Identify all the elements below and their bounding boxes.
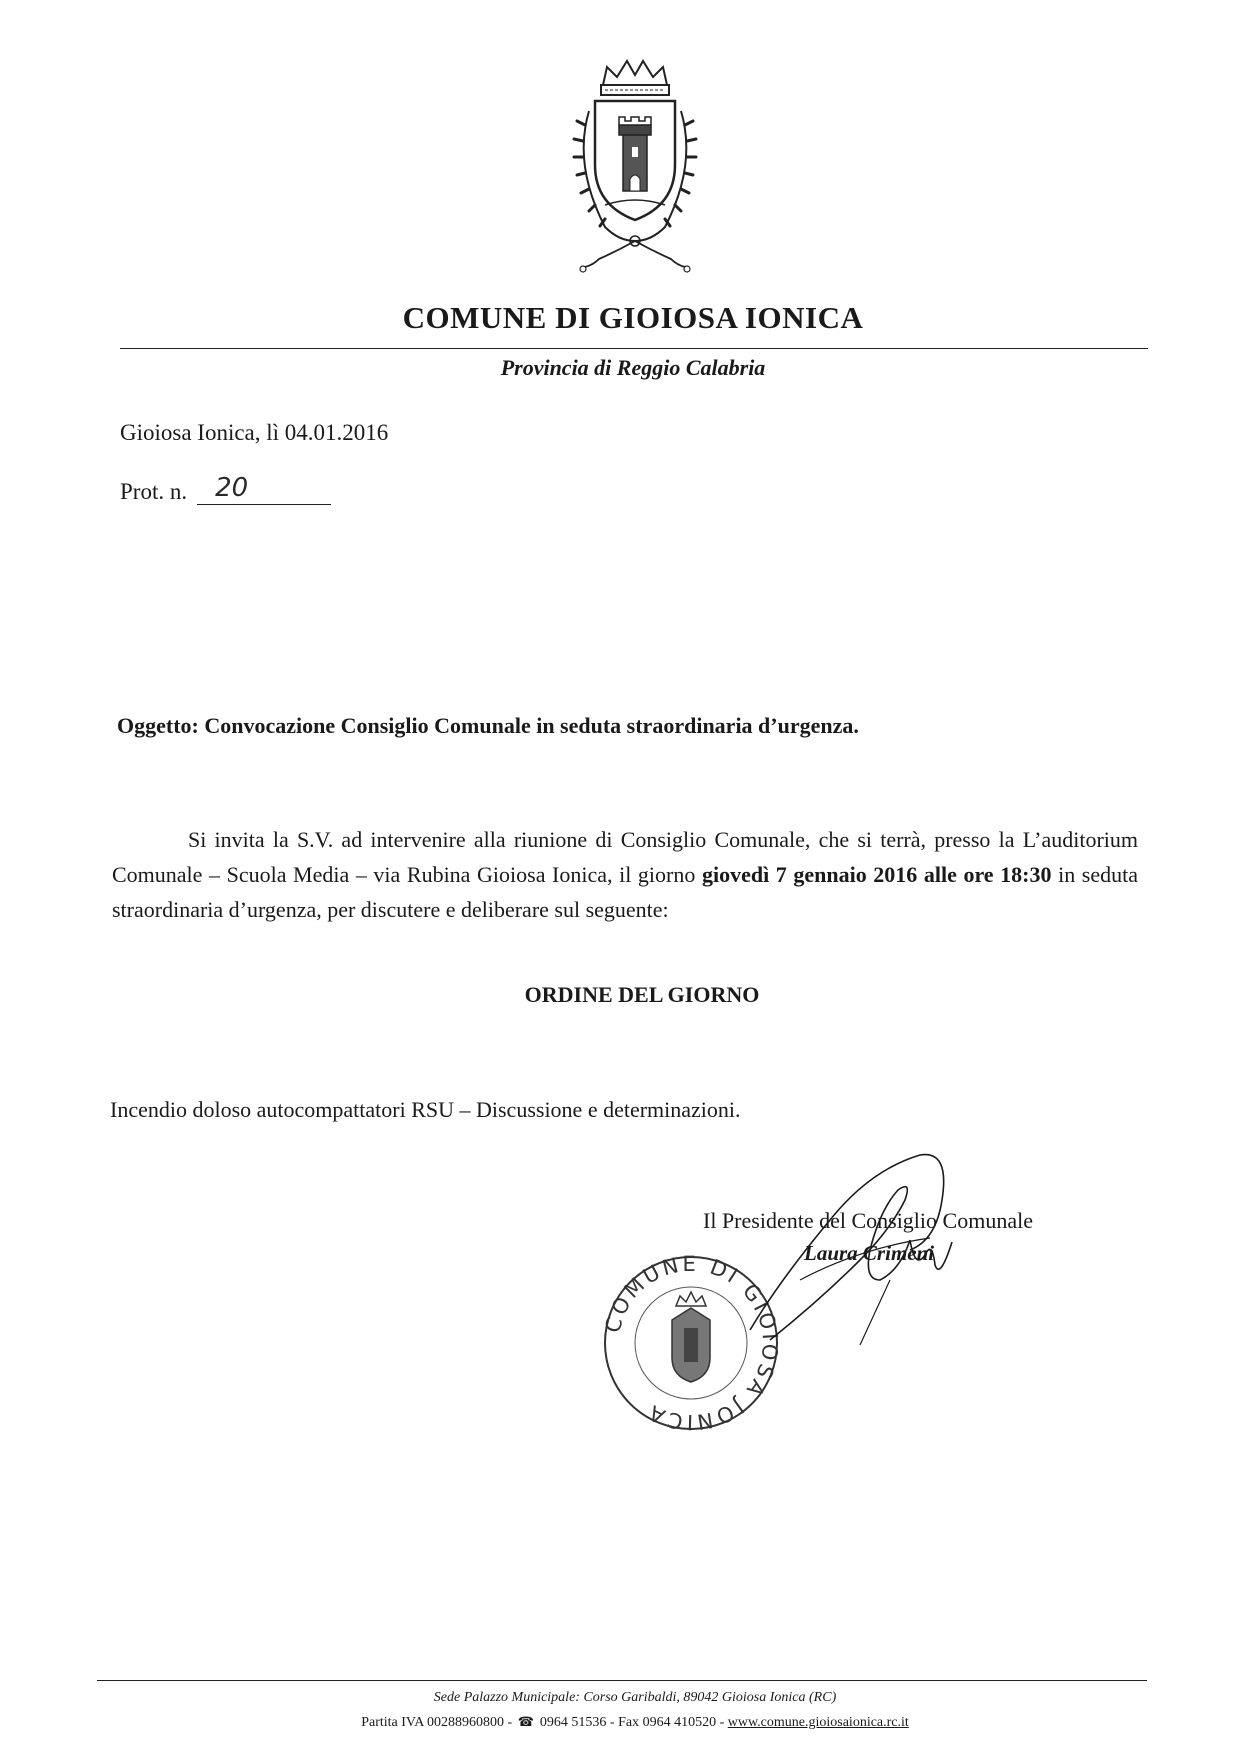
protocol-label: Prot. n. [120,479,188,504]
subject-line: Oggetto: Convocazione Consiglio Comunale in seduta straordinaria d’urgenza. [117,713,859,738]
agenda-heading: ORDINE DEL GIORNO [524,982,760,1007]
municipal-seal-stamp-icon [596,1248,786,1438]
signatory-role: Il Presidente del Consiglio Comunale [703,1208,1033,1233]
telephone-icon: ☎ [517,1715,534,1730]
agenda-item: Incendio doloso autocompattatori RSU – Discussione e determinazioni. [110,1097,741,1122]
footer-phone-fax: 0964 51536 - Fax 0964 410520 - [539,1715,728,1730]
footer-website-link[interactable]: www.comune.gioiosaionica.rc.it [727,1715,909,1730]
convocation-intro: Si invita la S.V. ad intervenire alla riunione di Consiglio Comunale, che si terrà, presso la L’auditorium Comunale – Scuola Media – via Rubina Gioiosa Ionica, il giorno [112,827,1138,887]
header-divider [120,348,1148,349]
footer-vat: Partita IVA 00288960800 - [361,1715,516,1730]
municipality-name: COMUNE DI GIOIOSA IONICA [402,300,864,335]
place-and-date: Gioiosa Ionica, lì 04.01.2016 [120,420,389,445]
footer-address: Sede Palazzo Municipale: Corso Garibaldi, 89042 Gioiosa Ionica (RC) [433,1690,837,1705]
signatory-name: Laura Crimeni [804,1241,935,1265]
seal-text: COMUNE DI GIOIOSA JONICA [600,1251,783,1435]
convocation-outro: in seduta straordinaria d’urgenza, per discutere e deliberare sul seguente: [112,862,1138,922]
protocol-number-handwritten: 20 [215,473,249,503]
footer-contacts [0,1715,1240,1731]
meeting-date-time: giovedì 7 gennaio 2016 alle ore 18:30 [701,862,1052,887]
province-name: Provincia di Reggio Calabria [500,355,766,380]
footer-divider [97,1680,1147,1681]
protocol-number-field [120,473,331,505]
protocol-number-line [197,473,331,505]
municipal-coat-of-arms-icon [555,55,715,275]
convocation-paragraph [112,822,1138,927]
